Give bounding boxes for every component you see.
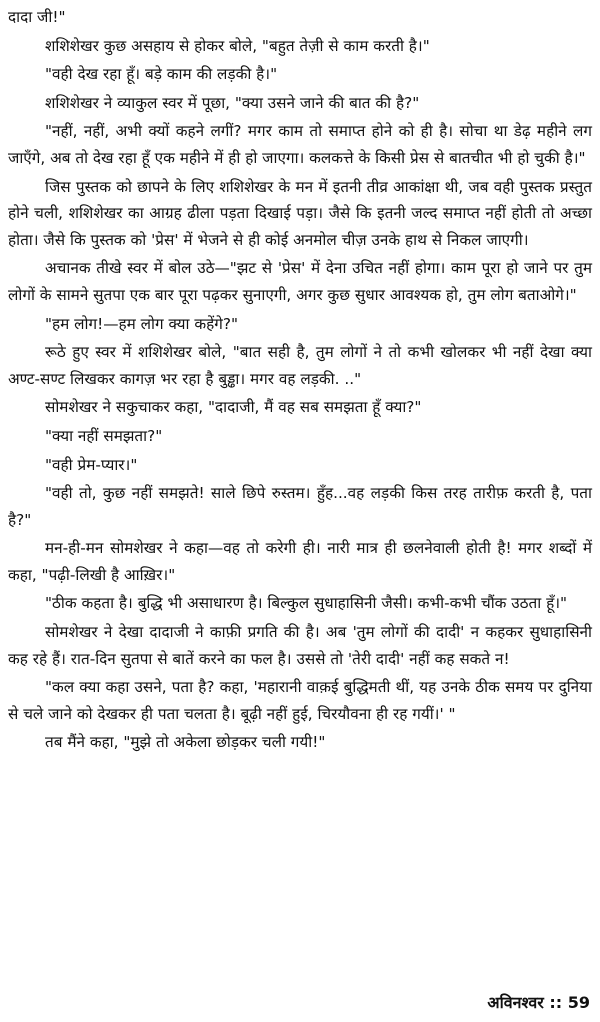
- paragraph: शशिशेखर कुछ असहाय से होकर बोले, "बहुत तेज़ी से काम करती है।": [45, 36, 430, 55]
- paragraph: "वही तो, कुछ नहीं समझते! साले छिपे रुस्तम। हुँह...वह लड़की किस तरह तारीफ़ करती है, पता है?": [8, 484, 592, 529]
- paragraph: "हम लोग!—हम लोग क्या कहेंगे?": [45, 314, 239, 333]
- paragraph: जिस पुस्तक को छापने के लिए शशिशेखर के मन में इतनी तीव्र आकांक्षा थी, जब वही पुस्तक प्रस्तुत होने चली, शशिशेखर का आग्रह ढीला पड़ता दिखाई पड़ा। जैसे कि इतनी जल्द समाप्त नहीं होती तो अच्छा होता। जैसे कि पुस्तक को 'प्रेस' में भेजने से ही कोई अनमोल चीज़ उनके हाथ से निकल जाएगी।: [8, 177, 592, 249]
- paragraph: तब मैंने कहा, "मुझे तो अकेला छोड़कर चली गयी!": [45, 733, 326, 752]
- paragraph: अचानक तीखे स्वर में बोल उठे—"झट से 'प्रेस' में देना उचित नहीं होगा। काम पूरा हो जाने पर तुम लोगों के सामने सुतपा एक बार पूरा पढ़कर सुनाएगी, अगर कुछ सुधार आवश्यक हो, तुम लोग बताओगे।": [8, 259, 592, 304]
- paragraph: सोमशेखर ने देखा दादाजी ने काफ़ी प्रगति की है। अब 'तुम लोगों की दादी' न कहकर सुधाहासिनी कह रहे हैं। रात-दिन सुतपा से बातें करने का फल है। उससे तो 'तेरी दादी' नहीं कह सकते न!: [8, 623, 592, 668]
- paragraph: रूठे हुए स्वर में शशिशेखर बोले, "बात सही है, तुम लोगों ने तो कभी खोलकर भी नहीं देखा क्या अण्ट-सण्ट लिखकर कागज़ भर रहा है बुड्ढा। मगर वह लड़की. ..": [8, 343, 592, 388]
- paragraph: मन-ही-मन सोमशेखर ने कहा—वह तो करेगी ही। नारी मात्र ही छलनेवाली होती है! मगर शब्दों में कहा, "पढ़ी-लिखी है आख़िर।": [8, 539, 592, 584]
- paragraph: दादा जी!": [8, 8, 66, 26]
- footer-separator: ::: [549, 993, 563, 1012]
- book-title: अविनश्वर: [487, 993, 544, 1012]
- paragraph: "कल क्या कहा उसने, पता है? कहा, 'महारानी वाक़ई बुद्धिमती थीं, यह उनके ठीक समय पर दुनिया से चले जाने को देखकर ही पता चलता है। बूढ़ी नहीं हुई, चिरयौवना ही रह गयीं।' ": [8, 678, 592, 723]
- paragraph: "वही देख रहा हूँ। बड़े काम की लड़की है।": [45, 65, 278, 84]
- page-footer: [487, 990, 590, 1017]
- page-number: 59: [567, 993, 590, 1012]
- page-body: [8, 4, 592, 756]
- paragraph: "क्या नहीं समझता?": [45, 426, 163, 445]
- paragraph: "वही प्रेम-प्यार।": [45, 455, 138, 474]
- paragraph: शशिशेखर ने व्याकुल स्वर में पूछा, "क्या उसने जाने की बात की है?": [45, 93, 420, 112]
- paragraph: "नहीं, नहीं, अभी क्यों कहने लगीं? मगर काम तो समाप्त होने को ही है। सोचा था डेढ़ महीने लग जाएँगे, अब तो देख रहा हूँ एक महीने में ही हो जाएगा। कलकत्ते के किसी प्रेस से बातचीत भी हो चुकी है।": [8, 122, 592, 167]
- paragraph: सोमशेखर ने सकुचाकर कहा, "दादाजी, मैं वह सब समझता हूँ क्या?": [45, 398, 422, 417]
- paragraph: "ठीक कहता है। बुद्धि भी असाधारण है। बिल्कुल सुधाहासिनी जैसी। कभी-कभी चौंक उठता हूँ।": [45, 594, 568, 613]
